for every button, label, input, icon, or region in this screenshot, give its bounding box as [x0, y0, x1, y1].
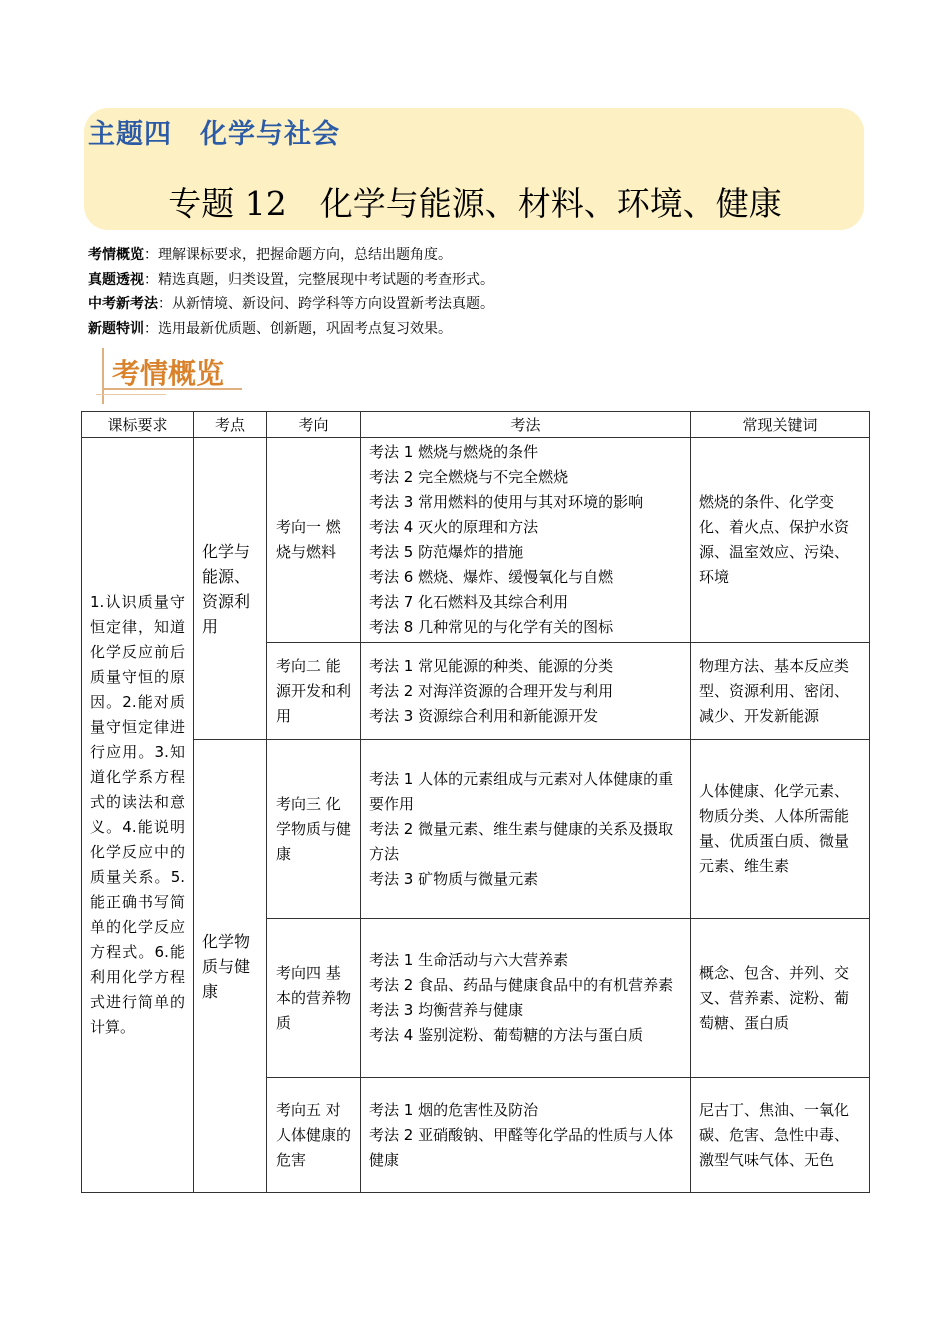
keywords-cell: 概念、包含、并列、交叉、营养素、淀粉、葡萄糖、蛋白质 — [691, 919, 870, 1078]
direction-cell: 考向四 基本的营养物质 — [267, 919, 361, 1078]
method-item: 考法 2 食品、药品与健康食品中的有机营养素 — [369, 976, 674, 994]
table-row — [82, 740, 870, 919]
methods-cell — [361, 740, 691, 919]
method-item: 考法 3 资源综合利用和新能源开发 — [369, 706, 599, 725]
direction-cell: 考向三 化学物质与健康 — [267, 740, 361, 919]
keywords-cell: 尼古丁、焦油、一氧化碳、危害、急性中毒、激型气味气体、无色 — [691, 1078, 870, 1193]
header-requirements: 课标要求 — [82, 412, 194, 438]
methods-cell — [361, 919, 691, 1078]
method-item: 考法 7 化石燃料及其综合利用 — [369, 593, 569, 611]
keywords-cell: 物理方法、基本反应类型、资源利用、密闭、减少、开发新能源 — [691, 643, 870, 740]
methods-cell — [361, 438, 691, 643]
method-item: 考法 6 燃烧、爆炸、缓慢氧化与自燃 — [369, 568, 614, 586]
method-item: 考法 1 燃烧与燃烧的条件 — [369, 443, 539, 461]
intro-block — [88, 243, 494, 341]
intro-text: ：选用最新优质题、创新题，巩固考点复习效果。 — [144, 320, 452, 337]
intro-row — [88, 243, 494, 268]
method-item: 考法 1 常见能源的种类、能源的分类 — [369, 656, 614, 675]
method-item: 考法 1 烟的危害性及防治 — [369, 1100, 539, 1119]
method-item: 考法 2 亚硝酸钠、甲醛等化学品的性质与人体健康 — [369, 1125, 674, 1169]
header-points: 考点 — [194, 412, 267, 438]
method-item: 考法 8 几种常见的与化学有关的图标 — [369, 618, 614, 636]
direction-cell: 考向五 对人体健康的危害 — [267, 1078, 361, 1193]
intro-row — [88, 317, 494, 342]
keywords-cell: 燃烧的条件、化学变化、着火点、保护水资源、温室效应、污染、环境 — [691, 438, 870, 643]
section-heading — [96, 348, 246, 404]
method-item: 考法 2 对海洋资源的合理开发与利用 — [369, 681, 614, 700]
intro-label: 考情概览 — [88, 247, 144, 263]
intro-text: ：理解课标要求，把握命题方向，总结出题角度。 — [144, 247, 452, 263]
table-header-row — [82, 412, 870, 438]
intro-text: ：从新情境、新设问、跨学科等方向设置新考法真题。 — [158, 296, 494, 312]
exam-overview-table — [81, 411, 870, 1193]
section-decoration — [96, 394, 166, 395]
header-directions: 考向 — [267, 412, 361, 438]
method-item: 考法 1 生命活动与六大营养素 — [369, 951, 569, 969]
methods-cell — [361, 643, 691, 740]
method-item: 考法 4 鉴别淀粉、葡萄糖的方法与蛋白质 — [369, 1026, 644, 1044]
page-title: 专题 12 化学与能源、材料、环境、健康 — [168, 184, 782, 223]
table-row — [82, 438, 870, 643]
method-item: 考法 1 人体的元素组成与元素对人体健康的重要作用 — [369, 769, 674, 813]
direction-cell: 考向一 燃烧与燃料 — [267, 438, 361, 643]
method-item: 考法 5 防范爆炸的措施 — [369, 543, 524, 561]
point-cell: 化学与能源、资源利用 — [194, 438, 267, 740]
requirements-cell: 1.认识质量守恒定律，知道化学反应前后质量守恒的原因。2.能对质量守恒定律进行应用。3.知道化学系方程式的读法和意义。4.能说明化学反应中的质量关系。5.能正确书写简单的化学反应方程式。6.能利用化学方程式进行简单的计算。 — [82, 438, 194, 1193]
topic-label: 主题四 化学与社会 — [88, 119, 340, 150]
header-keywords: 常现关键词 — [691, 412, 870, 438]
point-cell: 化学物质与健康 — [194, 740, 267, 1193]
intro-label: 新题特训 — [88, 320, 144, 337]
intro-text: ：精选真题，归类设置，完整展现中考试题的考查形式。 — [144, 271, 494, 288]
method-item: 考法 3 常用燃料的使用与其对环境的影响 — [369, 493, 644, 511]
section-title: 考情概览 — [112, 357, 225, 390]
direction-cell: 考向二 能源开发和利用 — [267, 643, 361, 740]
method-item: 考法 2 完全燃烧与不完全燃烧 — [369, 468, 569, 486]
method-item: 考法 3 均衡营养与健康 — [369, 1001, 524, 1019]
keywords-cell: 人体健康、化学元素、物质分类、人体所需能量、优质蛋白质、微量元素、维生素 — [691, 740, 870, 919]
methods-cell — [361, 1078, 691, 1193]
intro-row — [88, 292, 494, 317]
header-methods: 考法 — [361, 412, 691, 438]
method-item: 考法 3 矿物质与微量元素 — [369, 869, 539, 888]
method-item: 考法 2 微量元素、维生素与健康的关系及摄取方法 — [369, 819, 674, 863]
intro-label: 中考新考法 — [88, 296, 158, 312]
section-decoration — [102, 348, 104, 404]
intro-label: 真题透视 — [88, 271, 144, 288]
method-item: 考法 4 灭火的原理和方法 — [369, 518, 539, 536]
intro-row — [88, 268, 494, 293]
